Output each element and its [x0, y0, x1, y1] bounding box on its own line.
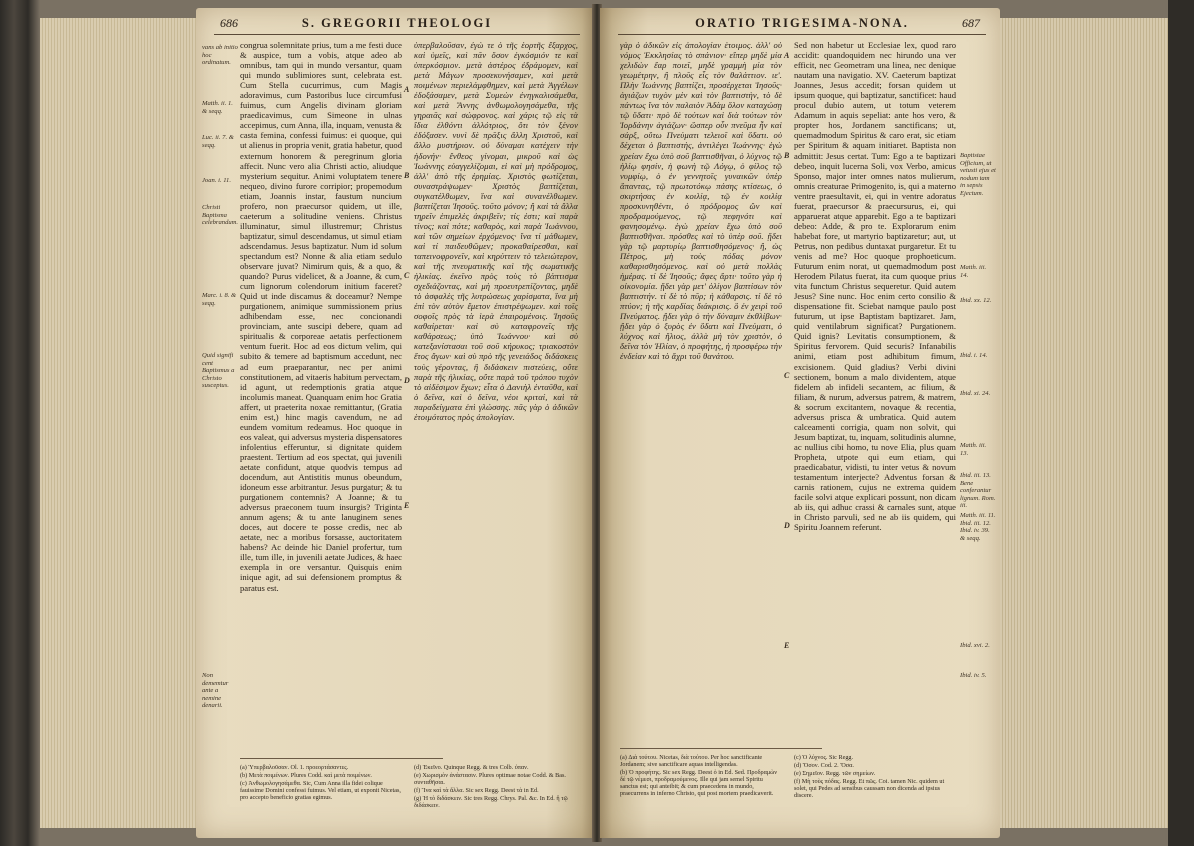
margin-note: Ibid. iv. 5.: [960, 672, 987, 679]
latin-text: Sed non habetur ut Ecclesiae lex, quod raro accidit: quandoquidem nec hirundo una ver efficit, nec Geometram una linea, nec denique nautam una navigatio. XV. Caeterum baptizat Joannes, Jesus accedit; forsan quidem ut ipsum quoque, qui baptizatur, sanctificet: haud procul dubio autem, ut totum veterem Adamum in aquis sepeliat: ante hos vero, & propter hos, Jordanem sanctificans; ut, quemadmodum Spiritus & caro erat, sic etiam per Spiritum & aquam initiaret. Baptista non admittit: Jesus certat. Tum: Ego a te baptizari debeo, inquit lucerna Soli, vox Verbo, amicus Sponso, major inter omnes natos mulierum, omnis creaturae Primogenito, is, qui a materno ventre praesultavit, ei, qui in ventre adoratus fuerat, praecursor & praecursurus, ei, qui apparuerat atque apparebit. Ego a te baptizari debeo: Adde, & pro te. Explorarum enim habebat fore, ut martyrio baptizaretur; aut, ut Petrus, non pedibus duntaxat purgaretur. Et tu venis ad me? Hoc quoque prophoeticum. Futurum enim norat, ut quemadmodum post Herodem Pilatus fuerat, ita cum quoque prius vita functum Christus sequeretur. Quid autem Jesus? Sine nunc. Hoc enim certo consilio & dispensatione fit. Sciebat namque paulo post futurum, ut ipse Baptistam baptizaret. Jam, quid ventilabrum significat? Purgationem. Quid ignis? Levitatis consumptionem, & Spiritus fervorem. Quid securis? Infanabilis animi, etiam post adhibitum fimum, excisionem. Quid gladius? Verbi divini sectionem, bonum a malo dividentem, atque fidelem ab infideli secantem, ac filium, & filiam, & nurum, adversus patrem, & matrem, & socrum excitantem, novaque & recentia, adversus prisca & umbratica. Quid autem calceamenti corrigia, quam non solvit, qui Jesum baptizat, tu, inquam, solitudinis alumne, ac nullius cibi homo, tu nove Elia, plus quam Propheta, utpote qui eum etiam, qui praedicabatur, vidisti, tu inter vetus & novum testamentum interjecte? Adventus forsan & carnis rationem, cujus ne extrema quidem facile solvi atque explicari possunt, non dicam ab iis, qui adhuc crassi & carnales sunt, atque in Christo parvuli, sed ne ab iis quidem, qui Spiritu Joannem referunt.: [794, 40, 956, 533]
footnote: (d) Ἐκεῖνο. Quinque Regg. & tres Colb. ὑπαν.: [414, 764, 529, 771]
footnote: (c) Ὁ λύχνος. Sic Regg.: [794, 754, 854, 761]
margin-note: vans ab initio hoc ordinatum.: [202, 44, 238, 67]
right-page-header: [620, 16, 984, 32]
greek-text: ὑπερβαλοῦσαν, ἐγὼ τε ὁ τῆς ἑορτῆς ἔξαρχος, καὶ ὑμεῖς, καὶ πᾶν ὅσον ἐγκόσμιόν τε καὶ ὑπερκόσμιον. μετὰ ἀστέρος ἐδράμομεν, καὶ μετὰ Μάγων προσεκυνήσαμεν, καὶ μετὰ ποιμένων περιελάμφθημεν, καὶ μετὰ Ἀγγέλων ἐδοξάσαμεν, μετὰ Συμεὼν ἐνηγκαλισάμεθα, καὶ μετὰ Ἄννης ἀνθωμολογησάμεθα, τῆς γηραιᾶς καὶ σώφρονος. καὶ χάρις τῷ εἰς τὰ ἴδια ἐλθόντι ἀλλότριος, ὅτι τὸν ξένον ἐδόξασεν. νυνὶ δὲ πρᾶξις ἄλλη Χριστοῦ, καὶ ἄλλο μυστήριον. οὐ δύναμαι κατέχειν τὴν ἡδονήν· ἔνθεος γίνομαι, μικροῦ καὶ ὡς Ἰωάννης εὐαγγελίζομαι, εἰ καὶ μὴ πρόδρομος, ἀλλ' ἀπὸ τῆς ἐρημίας. Χριστὸς φωτίζεται, συναστράψωμεν· Χριστὸς βαπτίζεται, συγκατέλθωμεν, ἵνα καὶ συνανέλθωμεν. βαπτίζεται Ἰησοῦς. τοῦτο μόνον; ἢ καὶ τὰ ἄλλα τηρεῖν ἐπιμελὲς ἀκριβεῖν; τίς ἐστι; καὶ παρὰ τίνος; καὶ πότε; καθαρὸς, καὶ παρὰ Ἰωάννου, καὶ τῶν σημείων ἐρχόμενος· ἵνα τί μάθωμεν, καὶ τί παιδευθῶμεν; προκαθαίρεσθαι, καὶ ταπεινοφρονεῖν, καὶ κηρύττειν τὸ τελειώτερον, καὶ τῆς πνευματικῆς καὶ τῆς σωματικῆς ἡλικίας. ἐκεῖνο πρὸς τοὺς τὸ βάπτισμα σχεδιάζοντας, καὶ μὴ προευτρεπίζοντας, μηδὲ τὸ ἀσφαλὲς τῆς λυτρώσεως χαρίσματα, ἵνα μὴ ἐπὶ τὸν αὐτὸν ἔμετον ἐπιστρέψωμεν. καὶ τοῖς σοφοῖς πρὸς τὰ ἱερὰ ἐπαιρομένοις. Ἰησοῦς καθαίρεται· καὶ σὺ καταφρονεῖς τῆς καθάρσεως; ὑπὸ Ἰωάννου· καὶ σὺ κατεξανίστασαι τοῦ σοῦ κήρυκος; τριακοστὸν ἔτος ἄγων· καὶ σὺ πρὸ τῆς γενειάδος διδάσκεις τοὺς γέροντας, ἢ διδάσκειν πιστεύεις, οὔτε παρὰ τῆς ἡλικίας, οὔτε παρὰ τοῦ τρόπου τυχὸν τὸ αἰδέσιμον ἔχων; εἶτα ὁ Δανιὴλ ἐνταῦθα, καὶ ὁ δεῖνα, καὶ ὁ δεῖνα, νέοι κριταί, καὶ τὰ παραδείγματα ἐπὶ γλώσσης. πᾶς γὰρ ὁ ἀδικῶν ἑτοιμότατος πρὸς ἀπολογίαν.: [414, 40, 578, 422]
footnote: (f) Ἵνα καὶ τὰ ἄλλα. Sic sex Regg. Deest τὰ in Ed.: [414, 787, 539, 795]
footnote: (b) Ὁ προφήτης. Sic sex Regg. Deest ὁ in Ed. Sed. Προδραμὼν δὲ τῷ νέμεσι, προδραμούμενος. Ille qui jam semel Spiritu sanctus est; qui anteibit; & cum praecedens in mundo, praecurrens in inferno Christo, qui post mortem praedicaverit.: [620, 769, 778, 798]
margin-note: Ibid. xi. 24.: [960, 390, 991, 397]
footnote: (a) Ὑπερβαλοῦσαν. Ol. 1. προεορτάσαντες.: [240, 764, 349, 771]
margin-note: Ibid. iii. 13. Bene conferantur lignum. Rom. iii.: [960, 472, 996, 510]
footnote-rule: [240, 758, 443, 759]
margin-note: Ibid. xx. 12.: [960, 297, 992, 304]
footnote: (e) Σημεῖον. Regg. τῶν σημείων.: [794, 770, 876, 778]
footnote: (e) Χωρισμὸν ἀνάστασιν. Plures optimae notae Codd. & Bas. συνταθῆσαι.: [414, 772, 566, 787]
latin-column: [794, 40, 956, 664]
section-letter: A: [404, 85, 410, 94]
running-head: S. GREGORII THEOLOGI: [301, 16, 493, 30]
margin-note: Baptistae Officium, ut vetusti ejus et nodum tam in sepsis Ejectum.: [960, 152, 996, 197]
left-page: [196, 8, 594, 838]
left-page-header: [216, 16, 578, 32]
greek-text: γὰρ ὁ ἀδικῶν εἰς ἀπολογίαν ἑτοιμος. ἀλλ' οὐ νόμος Ἐκκλησίας τὸ σπάνιον· εἴπερ μηδὲ μία χελιδὼν ἔαρ ποιεῖ, μηδὲ γραμμὴ μία τὸν γεωμέτρην, ἢ πλοῦς εἷς τὸν θαλάττιον. ιε'. Πλὴν Ἰωάννης βαπτίζει, προσέρχεται Ἰησοῦς· ἁγιάζων τυχὸν μὲν καὶ τὸν βαπτιστὴν, τὸ δὲ πάντως ἵνα τὸν παλαιὸν Ἀδὰμ ὅλον καταχώσῃ τῷ ὕδατι· πρὸ δὲ τούτων καὶ διὰ τούτων τὸν Ἰορδάνην ἁγιάζων· ὥσπερ οὖν πνεῦμα ἦν καὶ σάρξ, οὕτω Πνεύματι τελειοῖ καὶ ὕδατι. οὐ δέχεται ὁ βαπτιστὴς, ἀντιλέγει Ἰωάννης· ἐγὼ χρείαν ἔχω ὑπὸ σοῦ βαπτισθῆναι, ὁ λύχνος τῷ ἡλίῳ φησίν, ἡ φωνὴ τῷ Λόγῳ, ὁ φίλος τῷ νυμφίῳ, ὁ ἐν γεννητοῖς γυναικῶν ὑπὲρ ἅπαντας, τῷ πρωτοτόκῳ πάσης κτίσεως, ὁ σκιρτήσας ἐν κοιλίᾳ, τῷ ἐν κοιλίᾳ προσκυνηθέντι, ὁ πρόδρομος ὢν καὶ προδραμούμενος, τῷ πεφηνότι καὶ φανησομένῳ. ἐγὼ χρείαν ἔχω ὑπὸ σοῦ βαπτισθῆναι. πρόσθες καὶ τὸ ὑπὲρ σοῦ. ᾔδει γὰρ τῷ μαρτυρίῳ βαπτισθησόμενος· ἢ, ὡς Πέτρος, μὴ τοὺς πόδας μόνον καθαρισθησόμενος. καὶ οὐ μετὰ πολλὰς ἡμέρας. τί δὲ Ἰησοῦς; ἄφες ἄρτι· τοῦτο γὰρ ἡ οἰκονομία. ᾔδει γὰρ μετ' ὀλίγον βαπτίσων τὸν βαπτιστήν. τί δὲ τὸ πῦρ; ἡ κάθαρσις. τί δὲ τὸ πτύον; ἡ τῆς καρδίας διάκρισις. ὃ ἐν χειρὶ τοῦ Πνεύματος. ᾔδει γὰρ ὁ τὴν δύναμιν ἐκθλίβων· ᾔδει γὰρ ὁ ξυρὸς ἐν ὕδατι καὶ Πνεύματι, ὁ λύχνος καὶ ἥλιος, ἀλλὰ μὴ τὸν χριστὸν, ὁ δεῖνα τὸν Ἠλίαν, ὁ προφήτης, ἡ προσφέρω τὴν ἐνδείαν καὶ τὸ ἄχρι τοῦ θανάτου.: [620, 40, 782, 362]
section-letter: E: [404, 501, 410, 510]
running-head: ORATIO TRIGESIMA-NONA.: [695, 16, 909, 30]
margin-note: Quid signifi cent Baptismus a Christo susceptus.: [202, 352, 235, 390]
header-rule: [214, 34, 580, 35]
footnote: (a) Διὰ τούτου. Nicetas, διὰ τούτου. Per hoc sanctificante Jordanem; sive sanctificare aquas intelligendas.: [620, 754, 763, 769]
margin-note: Matth. iii. 13.: [960, 442, 987, 457]
footnote: (g) Ἡ τὸ διδάσκειν. Sic tres Regg. Chrys. Pal. &c. In Ed. ἢ τῷ διδάσκειν.: [414, 795, 568, 810]
greek-column: [414, 40, 578, 678]
footnote: (f) Μὴ τοὺς πόδας. Regg. Et πῶς. Coi. tamen Nic. quidem ut solet, qui Pedes ad sensibus caussam non dicenda ad ipsius discere.: [794, 778, 945, 800]
margin-note: Marc. i. 8. & seqq.: [202, 292, 237, 307]
book-cover-edge: [1168, 0, 1194, 846]
section-letter: E: [784, 641, 790, 650]
margin-note: Matth. iii. 11. Ibid. iii. 12. Ibid. iv. 39. & seqq.: [960, 512, 996, 542]
footnote: (c) Ἀνθωμολογησάμεθα. Sic, Cum Anna illa fidei colique fauissime Domini confessi fuimus. Vel etiam, ut exponit Nicetas, pro accepto beneficio gratias egimus.: [240, 780, 401, 802]
footnote-rule: [620, 748, 822, 749]
margin-note: Luc. ii. 7. & seqq.: [202, 134, 234, 149]
section-letter: B: [404, 171, 410, 180]
margin-note: Joan. i. 11.: [202, 177, 231, 184]
section-letter: C: [784, 371, 790, 380]
footnotes-right-column: [414, 764, 578, 811]
footnotes-left-column: [620, 754, 782, 799]
margin-note: Ibid. i. 14.: [960, 352, 988, 359]
page-number: 686: [220, 16, 238, 30]
latin-text: congrua solemnitate prius, tum a me festi duce & auspice, tum a vobis, atque adeo ab omnibus, tam qui in mundo versantur, quam qui mundo sublimiores sunt, celebrata est. Cum Stella cucurrimus, cum Magis adoravimus, cum Pastoribus luce circumfusi fuimus, cum Angelis divinam gloriam praedicavimus, cum Simeone in ulnas accepimus, cum Anna, illa, inquam, venusta & casta femina, confessi fuimus: ei quoque, qui ut alienus in propria venit, gratia habetur, quod externum honorem & peregrinum gloria affecit. Nunc vero alia Christi actio, aliudque mysterium sequitur. Animi voluptatem tenere nequeo, divino furore corripior; propemodum etiam, Joannis instar, faustum nuncium profero, non praecursor quidem, ut ille, caeterum a solitudine veniens. Christus illuminatur, simul illustremur; Christus baptizatur, simul descendamus, ut simul etiam adscendamus. Jesus baptizatur. Num id solum spectandum est? Nonne & alia etiam sedulo observare juvat? Nimirum quis, & a quo, & quando? Purus videlicet, & a Joanne, & cum, cum lignorum colendorum initium faceret? Quid ut inde discamus & doceamur? Nempe purgationem, animique summissionem prius adhibendam esse, nec concionandi provinciam, ante suscipi debere, quam ad spiritualis & corporeae aetatis perfectionem ventum fuerit. Hoc ad eos dictum velim, qui subito & temere ad baptismum accedunt, nec ad eum praeparantur, nec per animi constitutionem, ad vitaeris habitum pervectam, id agunt, ut redemptionis gratia atque incolumis maneat. Quanquam enim hoc Gratia affert, ut praeterita noxae remittantur, (Gratia enim est,) hinc magis cavendum, ne ad eundem vomitum redeamus. Hoc quoque in eos valeat, qui adversus mysteria dispensatores infolentius efferuntur, si dignitate quidem praestent. Tertium ad eos spectat, qui juvenili aetate confidunt, atque quodvis tempus ad docendum, aut Antistitis munus obeundum, idoneum esse arbitrantur. Jesus purgatur; & tu purgationem contemnis? A Joanne; & tu adversus praeconem tuum insurgis? Triginta annum agens; & tu ante lanuginem senes doces, aut docere te posse credis, nec ab aetate, nec a moribus forsasse, auctoritatem habens? Ac deinde hic Daniel profertur, tum ille, tum ille, in juvenili aetate Judices, & haec exempla in ore versantur. Quisquis enim inique agit, ad sui defensionem promptus & paratus est.: [240, 40, 402, 593]
right-page: [600, 8, 1000, 838]
section-letter: A: [784, 51, 790, 60]
footnote: (b) Μετὰ ποιμένων. Plures Codd. καὶ μετὰ ποιμένων.: [240, 772, 372, 780]
margin-note: Matth. ii. 1. & seqq.: [202, 100, 233, 115]
margin-note: Non dememtur ante a nemine denarii.: [202, 672, 229, 710]
greek-column: [620, 40, 782, 664]
left-page-edges: [40, 18, 196, 828]
margin-note: Matth. iii. 14.: [960, 264, 987, 279]
footnotes-left-column: [240, 764, 402, 802]
page-number: 687: [962, 16, 980, 30]
section-letter: C: [404, 271, 410, 280]
margin-note: Christi Baptisma celebrandum.: [202, 204, 239, 227]
footnotes: [240, 758, 578, 824]
header-rule: [618, 34, 986, 35]
section-letter: D: [784, 521, 790, 530]
latin-column: [240, 40, 402, 678]
right-page-edges: [1000, 18, 1170, 828]
section-letter: B: [784, 151, 790, 160]
footnotes-right-column: [794, 754, 956, 801]
margin-note: Ibid. xvi. 2.: [960, 642, 990, 649]
section-letter: D: [404, 376, 410, 385]
footnotes: [620, 748, 956, 824]
footnote: (d) Ὅσον. Cod. 2. Ὅσα.: [794, 762, 854, 770]
